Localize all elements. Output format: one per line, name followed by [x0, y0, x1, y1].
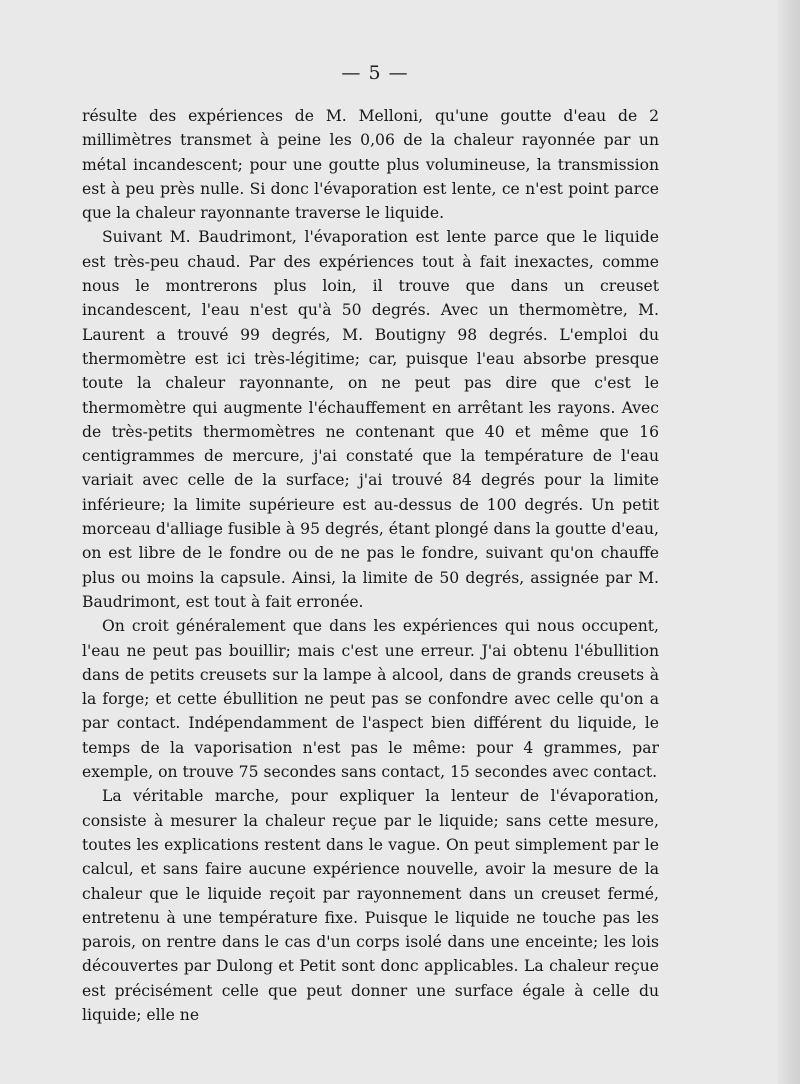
paragraph-4: La véritable marche, pour expliquer la lenteur de l'évaporation, consiste à mesurer la chaleur reçue par le liquide; sans cette mesure, toutes les explications restent dans le vague. On peut simplement par le calcul, et sans faire aucune expérience nouvelle, avoir la mesure de la chaleur que le liquide reçoit par rayonnement dans un creuset fermé, entretenu à une température fixe. Puisque le liquide ne touche pas les parois, on rentre dans le cas d'un corps isolé dans une enceinte; les lois découvertes par Dulong et Petit sont donc applicables. La chaleur reçue est précisément celle que peut donner une surface égale à celle du liquide; elle ne: [82, 787, 659, 1024]
page-number: — 5 —: [341, 62, 409, 84]
paragraph-3: On croit généralement que dans les expériences qui nous occupent, l'eau ne peut pas bouillir; mais c'est une erreur. J'ai obtenu l'ébullition dans de petits creusets sur la lampe à alcool, dans de grands creusets à la forge; et cette ébullition ne peut pas se confondre avec celle qu'on a par contact. Indépendamment de l'aspect bien différent du liquide, le temps de la vaporisation n'est pas le même: pour 4 grammes, par exemple, on trouve 75 secondes sans contact, 15 secondes avec contact.: [82, 617, 659, 782]
page-edge-shadow: [778, 0, 800, 1084]
paragraph-2: Suivant M. Baudrimont, l'évaporation est lente parce que le liquide est très-peu chaud. Par des expériences tout à fait inexactes, comme nous le montrerons plus loin, il trouve que dans un creuset incandescent, l'eau n'est qu'à 50 degrés. Avec un thermomètre, M. Laurent a trouvé 99 degrés, M. Boutigny 98 degrés. L'emploi du thermomètre est ici très-légitime; car, puisque l'eau absorbe presque toute la chaleur rayonnante, on ne peut pas dire que c'est le thermomètre qui augmente l'échauffement en arrêtant les rayons. Avec de très-petits thermomètres ne contenant que 40 et même que 16 centigrammes de mercure, j'ai constaté que la température de l'eau variait avec celle de la surface; j'ai trouvé 84 degrés pour la limite inférieure; la limite supérieure est au-dessus de 100 degrés. Un petit morceau d'alliage fusible à 95 degrés, étant plongé dans la goutte d'eau, on est libre de le fondre ou de ne pas le fondre, suivant qu'on chauffe plus ou moins la capsule. Ainsi, la limite de 50 degrés, assignée par M. Baudrimont, est tout à fait erronée.: [82, 228, 659, 611]
body-text: [82, 104, 659, 1027]
paragraph-1: résulte des expériences de M. Melloni, qu'une goutte d'eau de 2 millimètres transmet à peine les 0,06 de la chaleur rayonnée par un métal incandescent; pour une goutte plus volumineuse, la transmission est à peu près nulle. Si donc l'évaporation est lente, ce n'est point parce que la chaleur rayonnante traverse le liquide.: [82, 107, 659, 223]
